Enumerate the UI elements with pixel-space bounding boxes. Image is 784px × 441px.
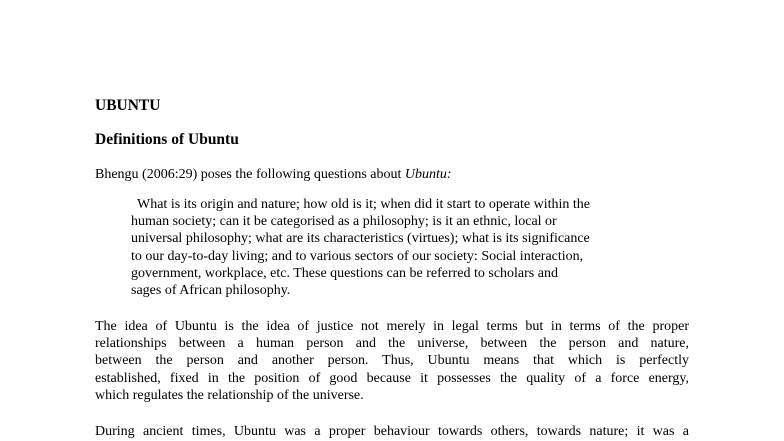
paragraph-line: relationships between a human person and the universe, between the person and nature,: [95, 336, 689, 352]
paragraph-line: The idea of Ubuntu is the idea of justice not merely in legal terms but in terms of the proper: [95, 319, 689, 334]
body-paragraph-2: [95, 423, 689, 440]
quote-line: sages of African philosophy.: [131, 283, 291, 299]
paragraph-line: established, fixed in the position of good because it possesses the quality of a force energy,: [95, 370, 689, 386]
quote-line: to our day-to-day living; and to various sectors of our society: Social interaction,: [131, 248, 584, 264]
intro-text: Bhengu (2006:29) poses the following questions about: [95, 167, 405, 182]
body-paragraph-1: [95, 318, 689, 404]
paragraph-line: which regulates the relationship of the universe.: [95, 387, 364, 403]
block-quote: [131, 196, 661, 299]
intro-sentence: [95, 166, 452, 183]
quote-line: government, workplace, etc. These questions can be referred to scholars and: [131, 265, 558, 281]
quote-line: universal philosophy; what are its characteristics (virtues); what is its significance: [131, 231, 590, 247]
section-heading: Definitions of Ubuntu: [95, 131, 239, 148]
paragraph-line: between the person and another person. Thus, Ubuntu means that which is perfectly: [95, 353, 689, 369]
document-title: UBUNTU: [95, 97, 161, 114]
paragraph-line: During ancient times, Ubuntu was a proper behaviour towards others, towards nature; it was a: [95, 424, 689, 439]
intro-italic-term: Ubuntu:: [404, 167, 452, 182]
quote-line: human society; can it be categorised as a philosophy; is it an ethnic, local or: [131, 214, 557, 230]
quote-line: What is its origin and nature; how old is it; when did it start to operate within the: [137, 197, 590, 212]
